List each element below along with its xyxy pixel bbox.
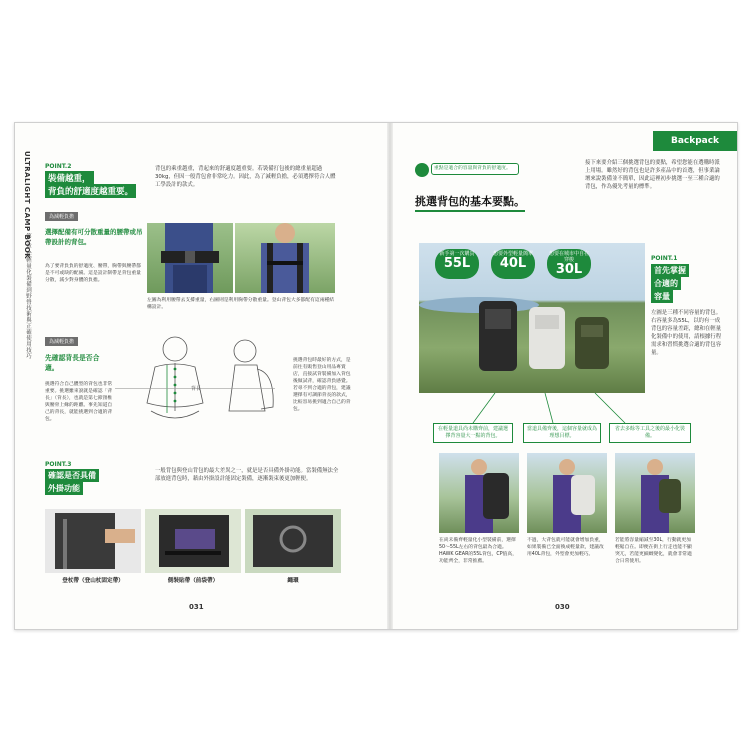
point3-label: POINT.3 (45, 461, 72, 468)
section-b-body: 挑選符合自己體型的背包也非常重要。挑選雖來說就是確認「背長」（背長），也就是第七節頸椎與腰骨上緣的距離。事先知道自己的背長，就能挑選到合適的背包。 (45, 382, 113, 422)
pill-40l-label: 想要外型輕量簡單 (492, 251, 533, 257)
section-a-body: 為了要背負負的舒適度、腰帶，胸帶與腰帶都是不可或缺的配備。這是設計制帶足背包重量分散，減少對身體的負擔。 (45, 264, 141, 283)
caption-40l: 不過，大背包就可能就會增加負重，如果裝備已全面換成輕量款，建議改用40L背包，外型會更加輕巧。 (527, 538, 604, 557)
point1-heading-3: 容量 (651, 290, 673, 303)
section-a-heading: 選擇配備有可分散重量的腰帶或吊帶設計的背包。 (45, 228, 143, 246)
side-strap-photo (145, 509, 241, 573)
point1-heading-2: 合適的 (651, 277, 681, 290)
hiker-40l-photo (527, 453, 607, 533)
left-page-number: 031 (189, 603, 204, 611)
waist-belt-photo (147, 223, 233, 293)
pole-strap-caption: 登杖帶（登山杖固定帶） (62, 578, 124, 584)
note-30l: 省去多餘等工具之後的最小化裝備。 (609, 423, 691, 443)
pill-55l-value: 55L (443, 256, 471, 271)
hiker-55l-photo (439, 453, 519, 533)
note-40l: 當道具備齊後，這個容量就成為理想目標。 (523, 423, 601, 443)
point3-body: 一般背包與登山背包的最大差異之一，就是是否具備外掛功能。當裝備無法全部放進背包時，藉由外掛設計能固定裝備，逐漸裝束後更加輕便。 (155, 468, 339, 482)
capacity-pill-55l (435, 249, 479, 279)
diagram-back-length-label: 背長 (191, 386, 202, 392)
connector-lines (435, 393, 635, 423)
point2-body: 背包的乘重越重，背起來的舒適度越重要。若裝備打包後的總重量超過30kg，但因一般背包會非常吃力。因此，為了減輕負擔，必須選擇符合人體工學設計的款式。 (155, 166, 336, 188)
point1-body: 左圖是三種不同容量的背包。右容量多為55L，以約有一成背包的容量差距，總和在輕量化裝備中的使用，請根據行程需求和習慣挑選合適的背包容量。 (651, 310, 722, 356)
right-page-number: 030 (555, 603, 570, 611)
section-a-tag: 為減輕負擔 (45, 212, 78, 221)
pill-55l-label: 新手第一次購買 (439, 251, 475, 257)
section-b-right-text: 挑選背包時最好的方式，是前往有販售登山用品專賣店，直接試背裝備加入背包後做試背，確認背負感覺。若尋不到合適的背包，建議選擇有可調節背長的款式，比較容易挑到適合自己的背包。 (293, 358, 351, 412)
section-a-photo-caption: 左圖為利用腰帶去支撐重量，右圖則是利用胸帶分散重量。登山背包大多都配有這兩種結構設計。 (147, 298, 335, 310)
speech-bubble: 重點是適合的容量與背負的舒適度。 (431, 163, 519, 175)
point2-heading-2: 背負的舒適度越重要。 (45, 184, 136, 198)
left-side-title: ULTRALIGHT CAMP BOOK (23, 151, 31, 260)
pill-40l-value: 40L (499, 256, 527, 271)
side-strap-caption: 側裝貼帶（前袋帶） (167, 578, 219, 584)
pill-30l-label: 想要在城市中自在穿梭 (548, 251, 589, 263)
backpack-corner-tab: Backpack (653, 131, 737, 151)
caption-30l: 若能將容量縮減至30L，行動就更加輕鬆自在。即便在街上行走也能不顯突兀，若能更細緻變化，就會非常適合日常使用。 (615, 538, 692, 564)
point3-heading-1: 確認是否具備 (45, 469, 99, 482)
section-b-tag: 為減輕負擔 (45, 337, 78, 346)
book-gutter (387, 123, 393, 629)
pill-30l-value: 30L (555, 262, 583, 277)
caption-55l: 在尚未備齊輕量化小型裝備前，選擇50〜55L左右的背包最為合適。HAWK GEAR的55L背包，CP值高，功能齊全，非常推薦。 (439, 538, 517, 564)
note-55l: 在輕量道具尚未購齊前，建議選擇背容量大一點的背包。 (433, 423, 513, 443)
mascot-icon (415, 163, 429, 177)
section-b-heading: 先確認背長是否合適。 (45, 354, 100, 372)
hiker-30l-photo (615, 453, 695, 533)
right-intro: 接下來要介紹三個挑選背包的要點，希望您能在選購時派上用場。雖然好的背包也是許多產品中的首選，但事業論壇來說裝備並不簡單，因此這裡初步挑選一至三種合適的背包，作為優先考量的標準。 (585, 160, 720, 190)
open-book-spread (14, 122, 738, 630)
capacity-pill-30l (547, 249, 591, 279)
point2-heading-1: 裝備越重， (45, 171, 94, 185)
pole-strap-photo (45, 509, 141, 573)
loop-caption: 繩環 (287, 578, 299, 584)
point1-label: POINT.1 (651, 255, 678, 262)
main-title: 挑選背包的基本要點。 (415, 193, 525, 212)
capacity-pill-40l (491, 249, 535, 279)
loop-photo (245, 509, 341, 573)
point1-heading-1: 首先掌握 (651, 264, 689, 277)
chest-strap-photo (235, 223, 335, 293)
point3-heading-2: 外掛功能 (45, 482, 83, 495)
left-side-chapter: 第1章 從輕量化裝備到野營技術與正確使用技巧 (25, 233, 31, 360)
point2-label: POINT.2 (45, 163, 72, 170)
